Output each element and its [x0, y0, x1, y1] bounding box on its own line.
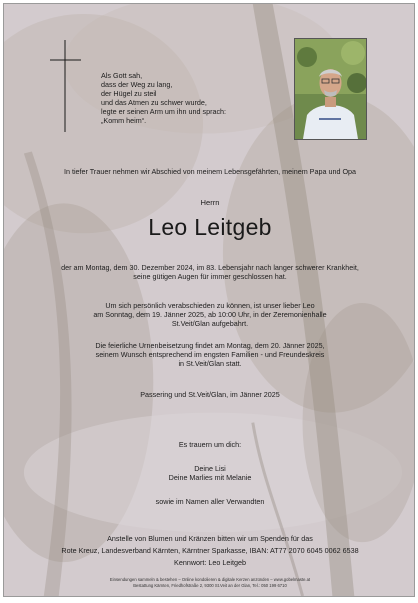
farewell-line: St.Veit/Glan aufgebahrt.: [171, 319, 249, 328]
cross-icon: [50, 40, 82, 132]
poem-line: „Komm heim“.: [101, 116, 147, 125]
death-notice: [4, 263, 415, 281]
farewell-line: am Sonntag, dem 19. Jänner 2025, ab 10:00 Uhr, in der Zeremonienhalle: [93, 310, 327, 319]
portrait-photo: [294, 38, 367, 140]
donation-line: Anstelle von Blumen und Kränzen bitten wir um Spenden für das: [107, 534, 313, 543]
donation-line: Rote Kreuz, Landesverband Kärnten, Kärntner Sparkasse, IBAN: AT77 2070 6045 0062 6538: [61, 546, 359, 555]
urn-line: seinem Wunsch entsprechend im engsten Familien - und Freundeskreis: [95, 350, 325, 359]
poem-line: und das Atmen zu schwer wurde,: [101, 98, 207, 107]
mourners-list: [4, 464, 415, 482]
urn-burial-text: [4, 341, 415, 368]
place-date: Passering und St.Veit/Glan, im Jänner 2025: [140, 390, 280, 399]
parte-notice: [3, 3, 415, 597]
poem-line: der Hügel zu steil: [101, 89, 157, 98]
footer-line: Bestattung Kärnten, Friedhofstraße 2, 9300 St.Veit an der Glan, Tel.: 050 199 6710: [133, 583, 287, 588]
donation-line: Kennwort: Leo Leitgeb: [174, 558, 246, 567]
footer-line: Einsendungen sammeln & bestehen – Online kondolieren & digitale Kerzen anzünden – www.gobelmaste.at: [109, 577, 311, 582]
urn-line: Die feierliche Urnenbeisetzung findet am Montag, dem 20. Jänner 2025,: [95, 341, 325, 350]
death-notice-line: der am Montag, dem 30. Dezember 2024, im 83. Lebensjahr nach langer schwerer Krankheit,: [61, 263, 359, 272]
honorific: Herrn: [200, 198, 220, 207]
donation-request: [4, 534, 415, 567]
relatives-text: sowie im Namen aller Verwandten: [155, 497, 265, 506]
footer: [4, 577, 415, 589]
mourner: Deine Lisi: [194, 464, 226, 473]
mourner: Deine Marlies mit Melanie: [168, 473, 252, 482]
mourners-heading: Es trauern um dich:: [178, 440, 242, 449]
poem-line: legte er seinen Arm um ihn und sprach:: [101, 107, 227, 116]
poem-line: dass der Weg zu lang,: [101, 80, 173, 89]
poem: [101, 71, 226, 125]
urn-line: in St.Veit/Glan statt.: [178, 359, 242, 368]
poem-line: Als Gott sah,: [101, 71, 143, 80]
intro-text: In tiefer Trauer nehmen wir Abschied von meinem Lebensgefährten, meinem Papa und Opa: [63, 167, 357, 176]
farewell-text: [4, 301, 415, 328]
deceased-name: Leo Leitgeb: [148, 214, 272, 240]
death-notice-line: seine gütigen Augen für immer geschlossen hat.: [133, 272, 287, 281]
farewell-line: Um sich persönlich verabschieden zu können, ist unser lieber Leo: [105, 301, 315, 310]
